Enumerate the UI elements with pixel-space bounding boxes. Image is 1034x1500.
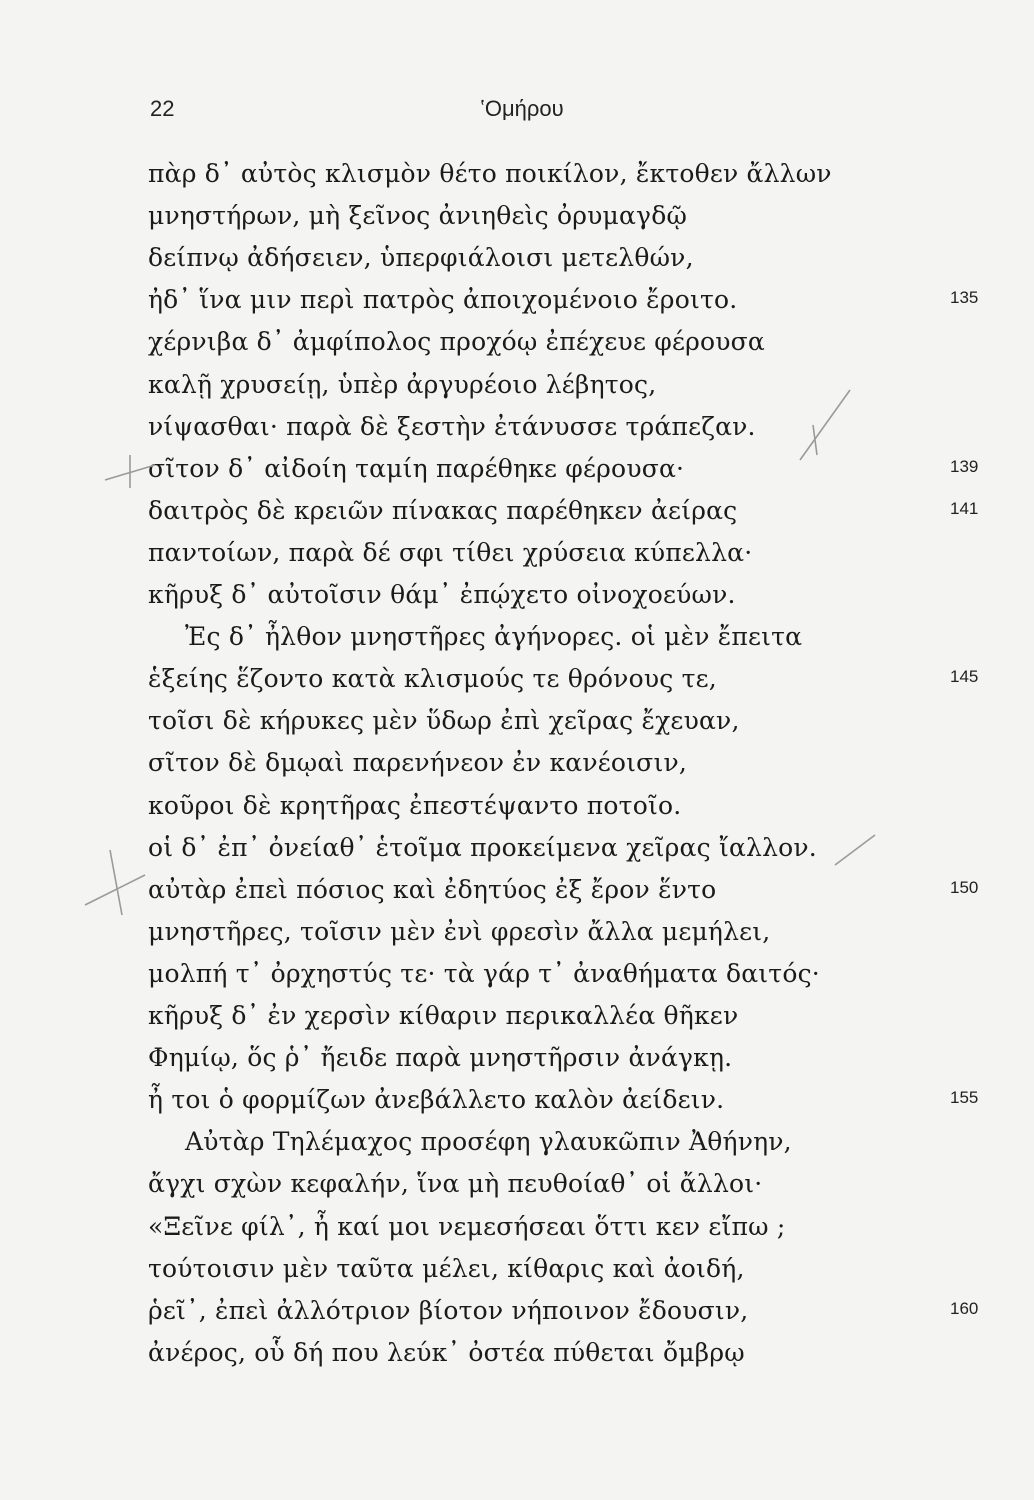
verse-text: μολπή τ᾽ ὀρχηστύς τε· τὰ γάρ τ᾽ ἀναθήματα δαιτός· [148,958,820,988]
verse-text: ῥεῖ᾽, ἐπεὶ ἀλλότριον βίοτον νήποινον ἔδουσιν, [148,1295,749,1325]
pencil-mark-4 [830,830,880,870]
verse-line [0,705,1034,747]
verse-line [0,242,1034,284]
verse-line [0,916,1034,958]
verse-text: οἱ δ᾽ ἐπ᾽ ὀνείαθ᾽ ἑτοῖμα προκείμενα χεῖρας ἴαλλον. [148,832,817,862]
verse-text: κῆρυξ δ᾽ αὐτοῖσιν θάμ᾽ ἐπῴχετο οἰνοχοεύων. [148,580,736,609]
verse-text: παντοίων, παρὰ δέ σφι τίθει χρύσεια κύπελλα· [148,537,753,567]
line-number: 139 [950,456,979,476]
verse-text: Φημίῳ, ὅς ῥ᾽ ἤειδε παρὰ μνηστῆρσιν ἀνάγκῃ. [148,1043,733,1073]
verse-line [0,579,1034,621]
verse-line [0,1168,1034,1210]
verse-line [0,790,1034,832]
pencil-mark-3 [80,840,150,920]
verse-text: σῖτον δ᾽ αἰδοίη ταμίη παρέθηκε φέρουσα· [148,453,685,483]
line-number: 160 [950,1298,979,1318]
verse-text: πὰρ δ᾽ αὐτὸς κλισμὸν θέτο ποικίλον, ἔκτοθεν ἄλλων [148,159,832,188]
verse-line [0,200,1034,242]
verse-line [0,411,1034,453]
verse-text: ἦ τοι ὁ φορμίζων ἀνεβάλλετο καλὸν ἀείδειν. [148,1085,725,1115]
verse-text: μνηστῆρες, τοῖσιν μὲν ἐνὶ φρεσὶν ἄλλα μεμήλει, [148,916,771,946]
verse-text: δαιτρὸς δὲ κρειῶν πίνακας παρέθηκεν ἀείρας [148,495,738,525]
line-number: 150 [950,877,979,897]
verse-line [0,495,1034,537]
verse-text: τοῖσι δὲ κήρυκες μὲν ὕδωρ ἐπὶ χεῖρας ἔχευαν, [148,706,740,736]
verse-text: κοῦροι δὲ κρητῆρας ἐπεστέψαντο ποτοῖο. [148,790,682,820]
verse-line [0,158,1034,200]
verse-line [0,1337,1034,1379]
verse-text: ἀνέρος, οὗ δή που λεύκ᾽ ὀστέα πύθεται ὄμβρῳ [148,1337,745,1367]
verse-line [0,537,1034,579]
verse-text: χέρνιβα δ᾽ ἀμφίπολος προχόῳ ἐπέχευε φέρουσα [148,327,765,357]
verse-line [0,621,1034,663]
verse-line [0,1211,1034,1253]
verse-line [0,369,1034,411]
verse-line [0,958,1034,1000]
pencil-mark-2 [100,450,160,490]
verse-text: δείπνῳ ἀδήσειεν, ὑπερφιάλοισι μετελθών, [148,243,694,273]
verse-line [0,1126,1034,1168]
verse-line [0,326,1034,368]
line-number: 141 [950,498,979,518]
verse-text: τούτοισιν μὲν ταῦτα μέλει, κίθαρις καὶ ἀοιδή, [148,1253,745,1283]
verse-line [0,1084,1034,1126]
verse-line [0,1295,1034,1337]
verse-text: «Ξεῖνε φίλ᾽, ἦ καί μοι νεμεσήσεαι ὅττι κεν εἴπω ; [148,1211,786,1241]
verse-line [0,747,1034,789]
verse-text: καλῇ χρυσείῃ, ὑπὲρ ἀργυρέοιο λέβητος, [148,369,657,399]
line-number: 135 [950,288,979,308]
line-number: 145 [950,667,979,687]
verse-text: νίψασθαι· παρὰ δὲ ξεστὴν ἐτάνυσσε τράπεζαν. [148,411,756,441]
verse-line [0,1000,1034,1042]
verse-text: κῆρυξ δ᾽ ἐν χερσὶν κίθαριν περικαλλέα θῆκεν [148,1001,739,1030]
verse-text: ἑξείης ἕζοντο κατὰ κλισμούς τε θρόνους τε, [148,664,717,694]
verse-text: σῖτον δὲ δμῳαὶ παρενήνεον ἐν κανέοισιν, [148,748,687,778]
verse-text: Ἐς δ᾽ ἦλθον μνηστῆρες ἀγήνορες. οἱ μὲν ἔπειτα [185,622,803,652]
verse-line [0,1253,1034,1295]
verse-line [0,1042,1034,1084]
verse-text: ἠδ᾽ ἵνα μιν περὶ πατρὸς ἀποιχομένοιο ἔροιτο. [148,285,738,315]
verse-text: μνηστήρων, μὴ ξεῖνος ἀνιηθεὶς ὀρυμαγδῷ [148,201,688,231]
running-title: ʽΟμήρου [480,96,564,121]
pencil-mark-1 [795,385,855,465]
verse-text: αὐτὰρ ἐπεὶ πόσιος καὶ ἐδητύος ἐξ ἔρον ἕντο [148,874,717,904]
page-number: 22 [150,96,175,121]
page-header [150,96,850,128]
verse-text: Αὐτὰρ Τηλέμαχος προσέφη γλαυκῶπιν Ἀθήνην, [185,1127,792,1157]
verse-text: ἄγχι σχὼν κεφαλήν, ἵνα μὴ πευθοίαθ᾽ οἱ ἄλλοι· [148,1169,763,1199]
verse-line [0,284,1034,326]
verse-line [0,663,1034,705]
verse-line [0,874,1034,916]
line-number: 155 [950,1088,979,1108]
